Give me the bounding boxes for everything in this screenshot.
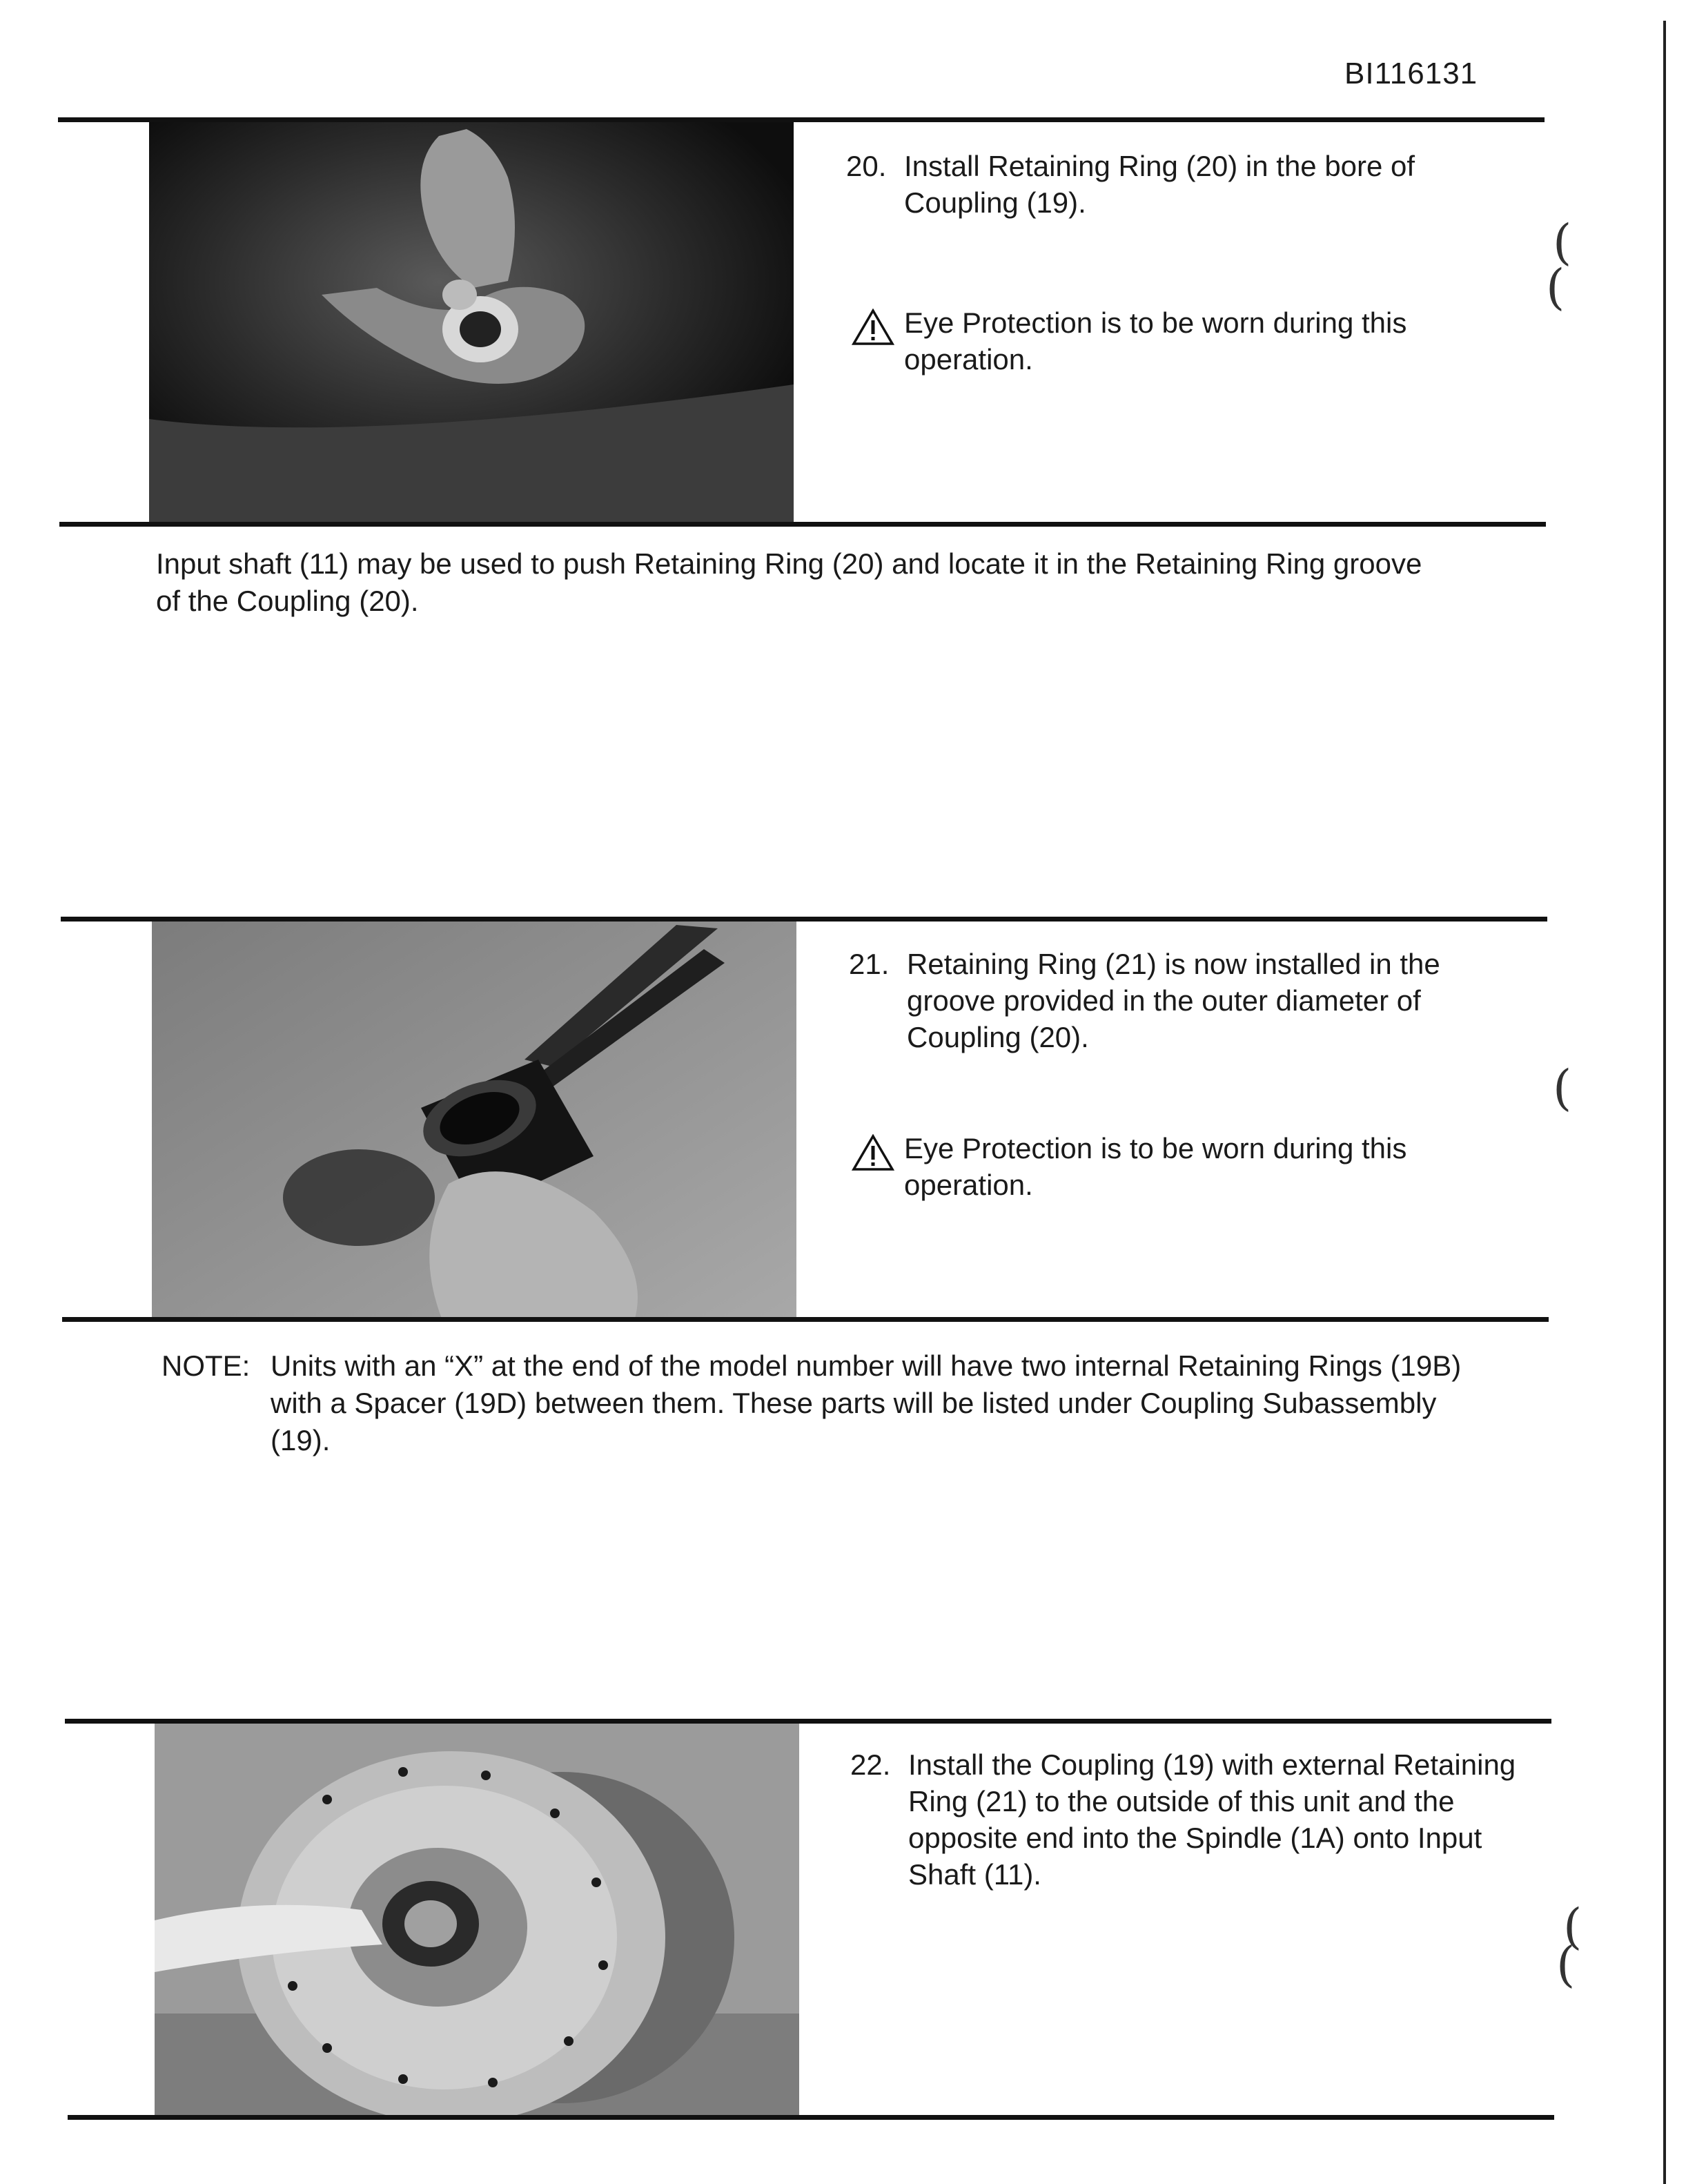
section-rule [62,1317,1549,1322]
note-label: NOTE: [161,1349,251,1382]
note-text: Units with an “X” at the end of the model number will have two internal Retaining Rings (19B) with a Spacer (19D) between them. These parts will be listed under Coupling Subassembly (19). [271,1349,1462,1456]
warning-text: Eye Protection is to be worn during this operation. [904,306,1407,376]
step-number: 21. [849,948,890,980]
binding-hole-mark: ( [1546,259,1565,315]
step-text: Install Retaining Ring (20) in the bore of Coupling (19). [904,150,1415,219]
note-paragraph [161,1347,1466,1459]
binding-hole-mark: ( [1553,1060,1572,1116]
step-20 [846,148,1509,221]
instruction-paragraph: Input shaft (11) may be used to push Retaining Ring (20) and locate it in the Retaining Ring groove of the Coupling (20). [156,547,1422,617]
step-22 [850,1746,1533,1893]
binding-hole-mark: ( [1556,1936,1576,1993]
section-rule [68,2115,1554,2120]
photo-install-retaining-ring [149,122,794,523]
section-rule [61,917,1547,922]
photo-install-coupling-spindle [155,1724,799,2117]
binding-hole-mark: ( [1553,214,1572,271]
step-number: 20. [846,150,887,182]
step-number: 22. [850,1748,891,1781]
binding-hole-mark: ( [1563,1898,1582,1955]
section-rule [58,117,1545,122]
section-rule [59,522,1546,527]
step-21 [849,946,1511,1055]
step-20-warning [852,304,1487,378]
step-text: Install the Coupling (19) with external Retaining Ring (21) to the outside of this unit and the opposite end into the Spindle (1A) onto Input Shaft (11). [908,1748,1516,1891]
step-21-warning [852,1130,1487,1203]
warning-text: Eye Protection is to be worn during this operation. [904,1132,1407,1201]
step-text: Retaining Ring (21) is now installed in the groove provided in the outer diameter of Coupling (20). [907,948,1440,1053]
section-rule [65,1719,1551,1724]
photo-retaining-ring-pliers [152,922,796,1318]
document-number: BI116131 [1344,57,1478,90]
warning-triangle-icon [852,309,894,346]
binding-margin-line [1663,21,1666,2184]
warning-triangle-icon [852,1134,894,1171]
